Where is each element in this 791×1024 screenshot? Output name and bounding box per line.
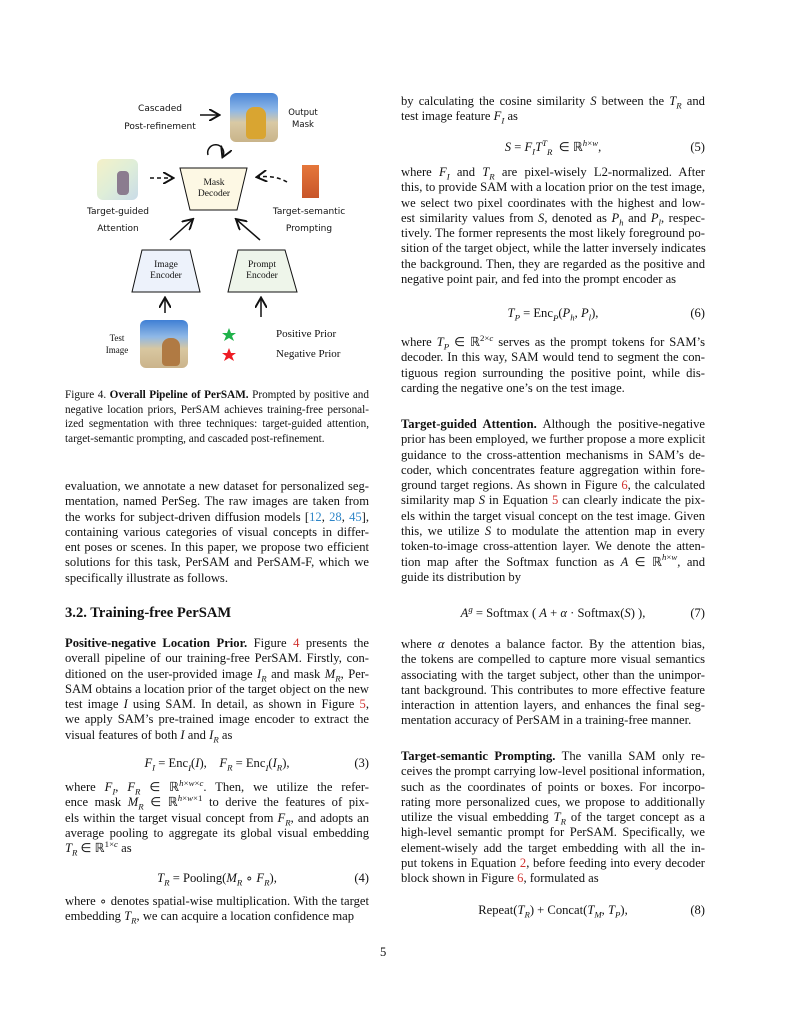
- equation-3: [65, 755, 369, 771]
- mask-label: Mask: [292, 120, 314, 130]
- text-line: where $T_P$ ∈ ℝ$^{2\times c}$ serves as the prompt tokens for SAM’s: [401, 332, 705, 352]
- positive-prior-label: Positive Prior: [276, 328, 337, 340]
- text-line: test image feature $F_I$ as: [401, 109, 518, 126]
- text-line: els within the target visual concept from $F_R$, and adopts an: [65, 810, 370, 828]
- text-line: guide its distribution by: [401, 569, 521, 584]
- target-semantic-label: Target-semantic: [272, 207, 346, 217]
- text-line: decoder. In this way, SAM would tend to segment the con-: [401, 350, 705, 365]
- post-refinement-label: Post-refinement: [124, 122, 196, 132]
- equation-formula: $F_I = Enc_I(I)$, $F_R = Enc_I(I_R)$,: [144, 756, 290, 773]
- text-line: this, we utilize S to modulate the attention map in every: [401, 524, 705, 539]
- paragraph-location-prior: [65, 636, 369, 743]
- text-line: containing various categories of visual concepts in differ-: [65, 524, 369, 539]
- equation-6: [401, 305, 705, 321]
- text-line: SAM obtains a location prior of the target object on the new: [65, 681, 369, 696]
- cascaded-label: Cascaded: [138, 104, 182, 114]
- paragraph-features: [65, 777, 370, 858]
- paragraph-cosine: [401, 94, 705, 125]
- equation-8: [401, 902, 705, 918]
- text-line: the works for subject-driven diffusion models [12, 28, 45],: [65, 509, 370, 524]
- text-line: the tokens are compelled to capture more visual semantics: [401, 652, 705, 667]
- target-guided-label: Target-guided: [87, 207, 149, 217]
- prompt-encoder-label-2: Encoder: [246, 271, 278, 281]
- text-line: tion map after the Softmax function as A ∈ ℝ$^{h\times w}$, and: [401, 552, 705, 569]
- text-line: ground target regions. As shown in Figure 6, the calculated: [401, 478, 706, 493]
- text-line: target-semantic prompting, and cascaded post-refinement.: [65, 433, 325, 446]
- text-line: where $F_I$, $F_R$ ∈ ℝ$^{h\times w\times c}$. Then, we utilize the refer-: [65, 777, 369, 797]
- text-line: test image I using SAM. In detail, as shown in Figure 5,: [65, 697, 369, 712]
- target-semantic-image: [302, 165, 319, 198]
- text-line: tively. The former represents the most likely foreground po-: [401, 226, 705, 241]
- prompting-label: Prompting: [285, 224, 333, 234]
- text-line: visual features of both I and $I_R$ as: [65, 727, 233, 745]
- paragraph-dataset: [65, 479, 369, 586]
- attention-label: Attention: [97, 224, 139, 234]
- text-line: element-wisely add the target embedding with all the in-: [401, 840, 705, 855]
- equation-number: (7): [690, 606, 705, 620]
- text-line: high-level semantic prompt for PerSAM. Specifically, we: [401, 825, 705, 840]
- output-mask-image: [230, 93, 278, 142]
- paragraph-normalized: [401, 165, 705, 287]
- text-line: tant background. This contributes to more effective feature: [401, 682, 705, 697]
- text-line: mentation, named PerSeg. The raw images are taken from: [65, 494, 369, 509]
- text-line: Positive-negative Location Prior. Figure 4 presents the: [65, 636, 370, 650]
- text-line: utilize the visual embedding $T_R$ of the target concept as a: [401, 810, 705, 827]
- text-line: ditioned on the user-provided image $I_R$ and mask $M_R$, Per-: [65, 666, 369, 684]
- equation-number: (3): [354, 756, 369, 770]
- equation-formula: $T_R$ = $Pooling(M_R$ ∘ $F_R$),: [157, 871, 277, 888]
- text-line: where α denotes a balance factor. By the attention bias,: [401, 637, 705, 651]
- equation-number: (8): [690, 903, 705, 917]
- text-line: prior has been employed, we further propose a more explicit: [401, 432, 706, 447]
- text-line: Figure 4. Overall Pipeline of PerSAM. Prompted by positive and: [65, 389, 369, 401]
- text-line: ent poses or scenes. In this paper, we propose two efficient: [65, 540, 369, 555]
- text-line: els within the target visual concept on the test image. Given: [401, 508, 705, 523]
- prompt-encoder-label-1: Prompt: [248, 260, 276, 270]
- paragraph-target-guided-attention: [401, 417, 705, 585]
- equation-formula: $A^g$ = Softmax ( A + α · Softmax(S) ),: [460, 603, 646, 620]
- text-line: sition of the target object, while the latter inversely indicates: [401, 241, 706, 256]
- text-line: token-to-image cross-attention layer. We denote the atten-: [401, 539, 705, 554]
- negative-star-icon: [222, 348, 236, 361]
- equation-4: [65, 870, 369, 886]
- paragraph-balance-factor: [401, 637, 705, 729]
- arrow-diagonal-icon: [237, 220, 260, 240]
- image-encoder-label-1: Image: [154, 260, 178, 270]
- image-label: Image: [105, 345, 129, 355]
- equation-number: (6): [690, 306, 705, 320]
- text-line: overall pipeline of our training-free PerSAM. Firstly, con-: [65, 651, 369, 666]
- output-label: Output: [288, 108, 318, 118]
- text-line: where ∘ denotes spatial-wise multiplication. With the target: [65, 894, 369, 908]
- page-number: 5: [380, 945, 387, 959]
- paragraph-target-semantic-prompting: [401, 749, 705, 887]
- decoder-label-2: Decoder: [197, 189, 231, 199]
- text-line: negative point pair, and fed into the prompt encoder as: [401, 272, 677, 287]
- text-line: carding the negative one’s on the test image.: [401, 380, 625, 395]
- decoder-label-1: Mask: [203, 178, 225, 188]
- text-line: rating more personalized cues, we propose to additionally: [401, 794, 705, 809]
- text-line: coder, which concentrates feature aggregation within fore-: [401, 462, 705, 477]
- text-line: ized segmentation with three techniques: target-guided attention,: [65, 418, 369, 431]
- text-line: similarity map S in Equation 5 can clearly indicate the pix-: [401, 493, 705, 508]
- text-line: interaction in attention layers, and enhances the final seg-: [401, 698, 705, 713]
- equation-number: (5): [690, 140, 705, 154]
- text-line: Target-guided Attention. Although the positive-negative: [401, 417, 705, 431]
- text-line: est similarity values from S, denoted as $P_h$ and $P_l$, respec-: [401, 210, 706, 228]
- paragraph-prompt-tokens: [401, 332, 705, 396]
- section-heading: 3.2. Training-free PerSAM: [65, 605, 232, 621]
- text-line: guidance to the cross-attention mechanisms in SAM’s de-: [401, 447, 705, 462]
- test-label: Test: [109, 333, 125, 343]
- text-line: we select two pixel coordinates with the highest and low-: [401, 195, 705, 210]
- text-line: specifically illustrate as follows.: [65, 570, 228, 585]
- text-line: associating with the target subject, other than the unimpor-: [401, 667, 705, 682]
- equation-formula: $S = F_IT^T_R$ ∈ ℝ$^{h\times w}$,: [504, 137, 602, 157]
- text-line: put tokens in Equation 2, before feeding into every decoder: [401, 856, 705, 871]
- equation-5: [401, 139, 705, 155]
- text-line: the background. Then, they are regarded as the positive and: [401, 256, 705, 271]
- text-line: block shown in Figure 6, formulated as: [401, 871, 599, 886]
- arrow-diagonal-icon: [170, 220, 192, 240]
- text-line: this, to provide SAM with a location prior on the test image,: [401, 180, 705, 195]
- text-line: $T_R$ ∈ ℝ$^{1\times c}$ as: [65, 839, 132, 858]
- text-line: ceives the prompt carrying low-level positional information,: [401, 764, 705, 779]
- figure-caption: [65, 388, 369, 447]
- text-line: embedding $T_R$, we can acquire a location confidence map: [65, 909, 354, 926]
- equation-number: (4): [354, 871, 369, 885]
- loop-arrow-icon: [208, 145, 224, 156]
- equation-formula: $T_P = Enc_P(P_h$, $P_l$),: [507, 306, 599, 323]
- text-line: we apply SAM’s pre-trained image encoder to extract the: [65, 712, 369, 727]
- text-line: mentation accuracy of PerSAM in a training-free manner.: [401, 713, 692, 728]
- text-line: ence mask $M_R$ ∈ ℝ$^{h\times w\times 1}$ to derive the features of pix-: [65, 793, 369, 812]
- equation-7: [401, 605, 705, 621]
- text-line: average pooling to aggregate its global visual embedding: [65, 825, 369, 840]
- text-line: negative location priors, PerSAM achieves training-free personal-: [65, 403, 369, 416]
- equation-formula: $Repeat(T_R)$ + $Concat(T_M$, $T_P$),: [478, 903, 628, 920]
- dashed-arrow-icon: [258, 177, 287, 182]
- text-line: tiguous region surrounding the positive point, while dis-: [401, 365, 705, 380]
- text-line: evaluation, we annotate a new dataset for personalized seg-: [65, 479, 369, 493]
- text-line: such as the coordinates of points or boxes. For incorpo-: [401, 779, 705, 794]
- positive-star-icon: [222, 328, 236, 341]
- text-line: Target-semantic Prompting. The vanilla SAM only re-: [401, 749, 705, 763]
- figure-4-pipeline-diagram: [70, 80, 380, 380]
- test-image: [140, 320, 188, 368]
- attention-map-image: [97, 159, 138, 200]
- paragraph-multiplication: [65, 894, 369, 925]
- text-line: solutions for this task, PerSAM and PerSAM-F, which we: [65, 555, 369, 570]
- image-encoder-label-2: Encoder: [150, 271, 182, 281]
- text-line: by calculating the cosine similarity S between the $T_R$ and: [401, 94, 705, 111]
- negative-prior-label: Negative Prior: [276, 348, 341, 360]
- text-line: where $F_I$ and $T_R$ are pixel-wisely L2-normalized. After: [401, 165, 706, 182]
